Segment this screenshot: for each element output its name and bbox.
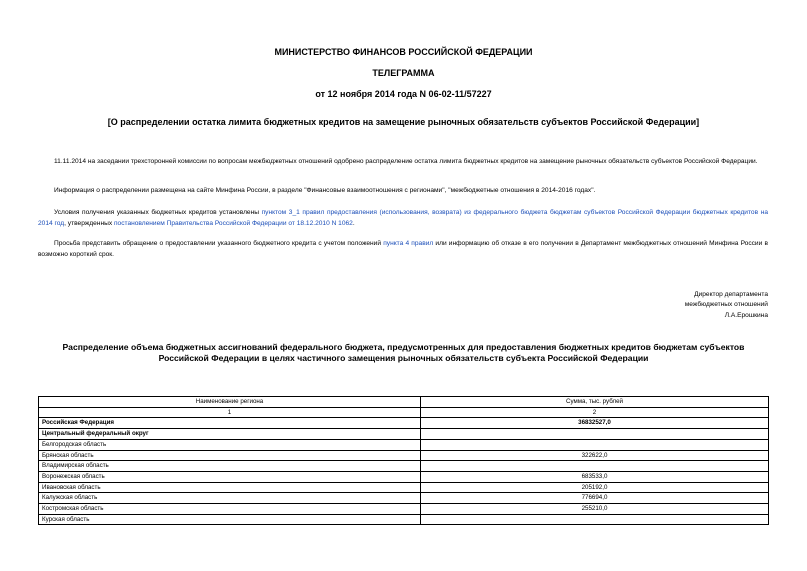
table-row (39, 514, 769, 525)
region-cell: Российская Федерация (39, 418, 421, 429)
paragraph-3-text-start: Условия получения указанных бюджетных кредитов установлены (54, 209, 262, 216)
table-row (39, 482, 769, 493)
table-row (39, 450, 769, 461)
government-decree-link[interactable]: постановлением Правительства Российской Федерации от 18.12.2010 N 1062 (113, 219, 353, 227)
region-cell: Владимирская область (39, 461, 421, 472)
column-header-sum: Сумма, тыс. рублей (421, 397, 769, 408)
table-row (39, 471, 769, 482)
sum-cell: 255210,0 (421, 504, 769, 515)
paragraph-1: 11.11.2014 на заседании трехсторонней комиссии по вопросам межбюджетных отношений одобрено распределение остатка лимита бюджетных кредитов на замещение рыночных обязательств субъектов Российской Федерации. (54, 158, 758, 165)
signature-name: Л.А.Ерошкина (724, 312, 768, 319)
sum-cell: 776694,0 (421, 493, 769, 504)
table-row (39, 418, 769, 429)
paragraph-3 (38, 208, 768, 229)
table-header-row (39, 397, 769, 408)
rules-point-3-1-link[interactable]: пунктом 3_1 правил предоставления (использования, возврата) из федерального бюджета бюджетам субъектов Российской Федерации бюджетных кредитов на 2014 год (38, 209, 769, 227)
table-title: Распределение объема бюджетных ассигнований федерального бюджета, предусмотренных для предоставления бюджетных кредитов бюджетам субъектов Российской Федерации в целях частичного замещения рыночных обязательств субъекта Российской Федерации (62, 342, 745, 363)
rules-point-4-link[interactable]: пункта 4 правил (383, 240, 434, 247)
paragraph-4 (38, 239, 768, 260)
table-row (39, 429, 769, 440)
column-number-1: 1 (39, 407, 421, 418)
column-header-region: Наименование региона (39, 397, 421, 408)
ministry-heading: МИНИСТЕРСТВО ФИНАНСОВ РОССИЙСКОЙ ФЕДЕРАЦИИ (274, 47, 533, 57)
region-cell: Калужская область (39, 493, 421, 504)
signature-department: межбюджетных отношений (684, 301, 768, 308)
sum-cell (421, 429, 769, 440)
region-cell: Курская область (39, 514, 421, 525)
sum-cell: 36832527,0 (421, 418, 769, 429)
column-number-2: 2 (421, 407, 769, 418)
signature-position: Директор департамента (694, 291, 768, 298)
region-cell: Воронежская область (39, 471, 421, 482)
table-number-row (39, 407, 769, 418)
region-cell: Ивановская область (39, 482, 421, 493)
region-cell: Костромская область (39, 504, 421, 515)
sum-cell (421, 514, 769, 525)
doc-type-heading: ТЕЛЕГРАММА (372, 68, 435, 78)
sum-cell: 205192,0 (421, 482, 769, 493)
sum-cell: 683533,0 (421, 471, 769, 482)
table-row (39, 439, 769, 450)
region-cell: Белгородская область (39, 439, 421, 450)
region-cell: Центральный федеральный округ (39, 429, 421, 440)
allocation-table (38, 396, 769, 525)
paragraph-3-text-end: . (352, 219, 355, 227)
paragraph-4-text-start: Просьба представить обращение о предоставлении указанного бюджетного кредита с учетом положений (54, 240, 384, 247)
subject-heading: [О распределении остатка лимита бюджетных кредитов на замещение рыночных обязательств субъектов Российской Федерации] (107, 117, 700, 127)
paragraph-2: Информация о распределении размещена на сайте Минфина России, в разделе "Финансовые взаимоотношения с регионами", "межбюджетные отношения в 2014-2016 годах". (54, 187, 596, 194)
sum-cell (421, 461, 769, 472)
table-row (39, 461, 769, 472)
paragraph-3-text-mid: , утвержденных (64, 219, 114, 227)
table-row (39, 504, 769, 515)
table-row (39, 493, 769, 504)
region-cell: Брянская область (39, 450, 421, 461)
date-number-heading: от 12 ноября 2014 года N 06-02-11/57227 (315, 89, 492, 99)
sum-cell (421, 439, 769, 450)
sum-cell: 322622,0 (421, 450, 769, 461)
paragraph-4-text-end: или информацию об отказе в его получении в Департамент межбюджетных отношений Минфина России в возможно короткий срок. (38, 240, 768, 258)
